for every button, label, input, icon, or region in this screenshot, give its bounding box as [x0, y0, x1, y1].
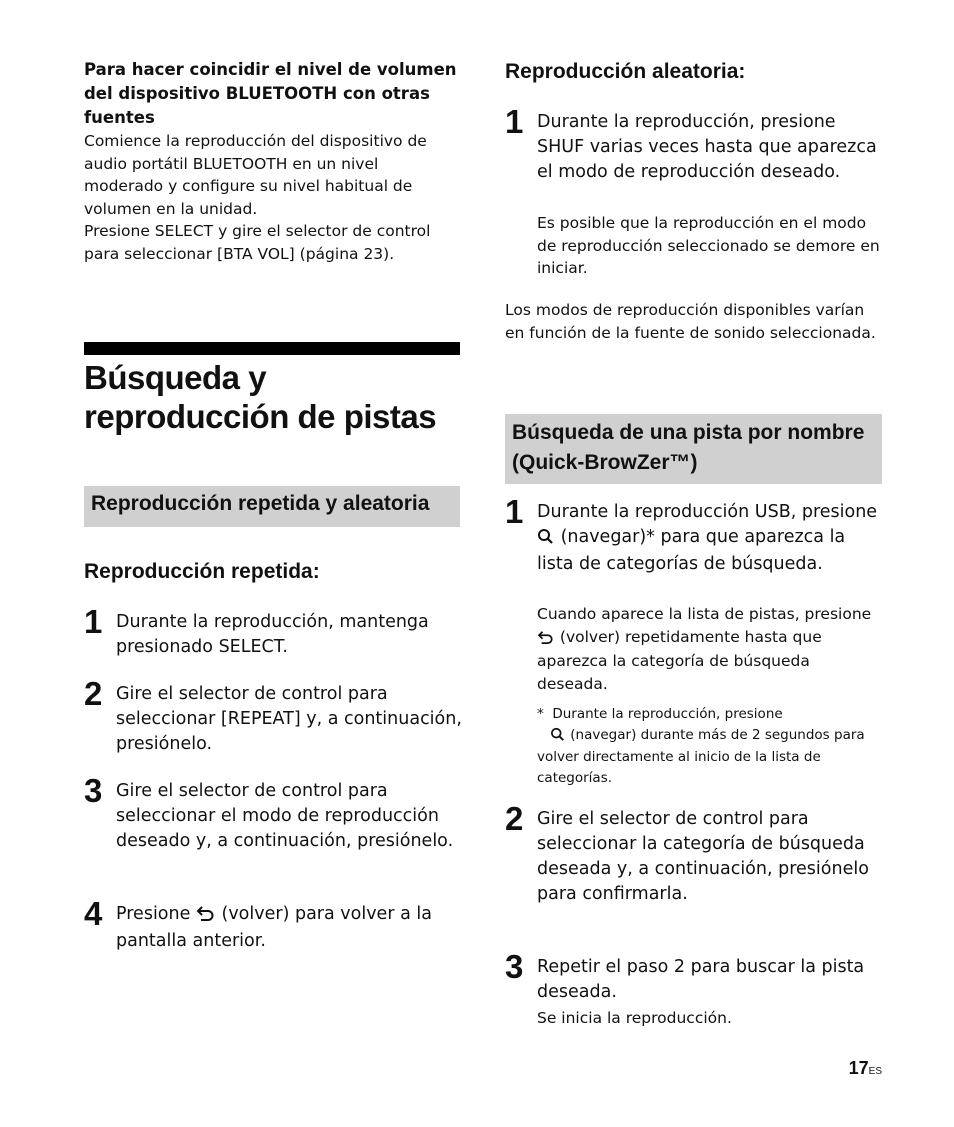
step-number: 1: [84, 603, 103, 640]
modes-note: Los modos de reproducción disponibles varían en función de la fuente de sonido seleccionada.: [505, 301, 876, 342]
step-note-post: (volver) repetidamente hasta que aparezca la categoría de búsqueda deseada.: [537, 627, 822, 693]
back-arrow-icon: [537, 628, 555, 651]
left-column: [84, 58, 462, 265]
footnote-mark: *: [537, 706, 544, 722]
step-number: 4: [84, 895, 103, 932]
intro-body-1: Comience la reproducción del dispositivo de audio portátil BLUETOOTH en un nivel moderado y configure su nivel habitual de volumen en la unidad.: [84, 132, 427, 218]
step-text-post: (volver) para volver a la pantalla anterior.: [116, 904, 432, 951]
page-number: [849, 1058, 882, 1079]
step-note: [537, 603, 883, 695]
step-note: Se inicia la reproducción.: [537, 1009, 732, 1027]
step-note-pre: Cuando aparece la lista de pistas, presione: [537, 605, 872, 623]
footnote-post: (navegar) durante más de 2 segundos para volver directamente al inicio de la lista de categorías.: [537, 726, 865, 786]
step-number: 2: [84, 675, 103, 712]
intro-body-2: Presione SELECT y gire el selector de control para seleccionar [BTA VOL] (página 23).: [84, 222, 431, 263]
step-text: Gire el selector de control para seleccionar el modo de reproducción deseado y, a continuación, presiónelo.: [116, 781, 454, 851]
step-text: Repetir el paso 2 para buscar la pista deseada.: [537, 957, 865, 1002]
section-band-quick-browzer: [505, 414, 882, 484]
section-title-quick-browzer: Búsqueda de una pista por nombre (Quick-BrowZer™): [512, 421, 865, 474]
step-text: [116, 902, 462, 954]
step-number: 1: [505, 493, 524, 530]
page-number-value: 17: [848, 1058, 869, 1078]
step-text: [537, 500, 883, 577]
step-number: 3: [505, 948, 524, 985]
search-icon: [537, 527, 555, 552]
chapter-rule: [84, 342, 460, 355]
step-number: 3: [84, 772, 103, 809]
footnote-pre: Durante la reproducción, presione: [552, 706, 783, 722]
search-icon: [550, 727, 566, 748]
step-number: 2: [505, 800, 524, 837]
step-text-post: (navegar)* para que aparezca la lista de categorías de búsqueda.: [537, 527, 846, 574]
step-text-pre: Presione: [116, 904, 196, 924]
section-title-repeat-shuffle: Reproducción repetida y aleatoria: [91, 492, 430, 515]
step-text-pre: Durante la reproducción USB, presione: [537, 502, 878, 522]
step-text: Gire el selector de control para seleccionar la categoría de búsqueda deseada y, a continuación, presiónelo para confirmarla.: [537, 809, 869, 904]
step-text: Durante la reproducción, presione SHUF varias veces hasta que aparezca el modo de reproducción deseado.: [537, 112, 877, 182]
step-text: Gire el selector de control para seleccionar [REPEAT] y, a continuación, presiónelo.: [116, 684, 462, 754]
footnote: [537, 704, 877, 788]
repeat-heading: Reproducción repetida:: [84, 560, 320, 583]
section-band-repeat-shuffle: [84, 486, 460, 527]
step-note: Es posible que la reproducción en el modo de reproducción seleccionado se demore en iniciar.: [537, 214, 880, 277]
page-language: ES: [868, 1066, 882, 1077]
chapter-title: Búsqueda y reproducción de pistas: [84, 359, 437, 435]
step-number: 1: [505, 103, 524, 140]
step-text: Durante la reproducción, mantenga presionado SELECT.: [116, 612, 429, 657]
shuffle-heading: Reproducción aleatoria:: [505, 60, 746, 83]
intro-heading: Para hacer coincidir el nivel de volumen del dispositivo BLUETOOTH con otras fuentes: [84, 60, 457, 127]
back-arrow-icon: [196, 904, 216, 929]
